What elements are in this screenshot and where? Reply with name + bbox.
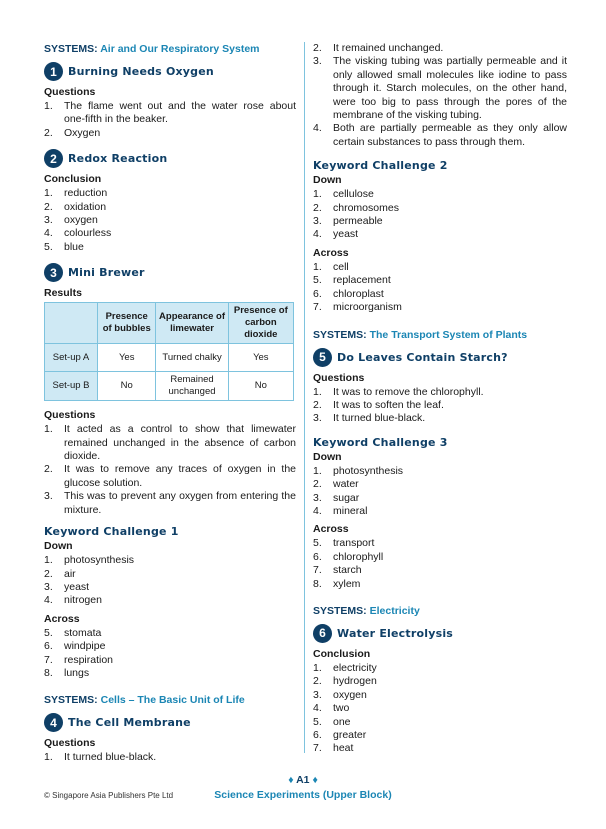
table-row [45,372,294,401]
table-row [45,344,294,372]
subheading: Questions [44,86,96,98]
table-cell: Remained unchanged [156,372,228,401]
list-item: 2. hydrogen [313,675,377,688]
table-row-label: Set-up A [45,344,98,372]
column-divider [304,42,305,753]
answer-list [44,751,296,764]
list-item: 4. colourless [44,227,112,240]
answer-list [313,465,567,519]
list-item: 4. nitrogen [44,594,102,607]
subheading-down: Down [44,540,73,553]
list-item: 1. It turned blue-black. [44,751,157,764]
experiment-number-badge: 1 [44,62,63,81]
answer-list [313,662,567,756]
answer-list [313,42,567,149]
list-item: 1. cell [313,260,349,273]
experiment-number-badge: 2 [44,149,63,168]
subheading: Results [44,287,82,300]
table-corner-cell [45,303,98,344]
right-column [313,42,567,756]
list-item: 6. chloroplast [313,287,384,300]
list-item: 1. It acted as a control to show that limewater remained unchanged in the absence of carbon dioxide. [44,423,296,463]
list-item: 5. replacement [313,274,391,287]
list-item: 5. blue [44,240,84,253]
experiment-4-heading [44,713,296,732]
left-column [44,42,296,765]
list-item: 7. respiration [44,653,114,666]
answer-list [44,187,296,254]
list-item: 8. lungs [44,666,90,679]
subheading: Questions [44,409,96,422]
list-item: 2. air [44,567,76,580]
system-heading-transport: SYSTEMS: The Transport System of Plants [313,328,528,341]
list-item: 3. It turned blue-black. [313,412,426,425]
experiment-title: Mini Brewer [68,266,145,280]
experiment-title: Do Leaves Contain Starch? [337,350,508,364]
answer-list [44,423,296,517]
table-cell: No [98,372,156,401]
table-header-row [45,303,294,344]
copyright-notice: © Singapore Asia Publishers Pte Ltd [44,791,174,800]
list-item: 3. oxygen [313,688,367,701]
list-item: 1. It was to remove the chlorophyll. [313,385,484,398]
keyword-challenge-3-title: Keyword Challenge 3 [313,435,448,449]
list-item: 2. It was to remove any traces of oxygen in the glucose solution. [44,463,296,489]
subheading-across: Across [313,246,349,259]
list-item: 3. yeast [44,580,90,593]
experiment-number-badge: 4 [44,713,63,732]
list-item: 3. The visking tubing was partially permeable and it only allowed small molecules like iodine to pass through it. Starch molecules, on the other hand, were too big to pass through the pores of the membrane of the visking tubing. [313,55,567,122]
list-item: 4. mineral [313,504,368,517]
diamond-icon: ♦ [288,774,294,786]
list-item: 4. Both are partially permeable as they only allow certain substances to pass through them. [313,122,567,148]
subheading-across: Across [313,523,349,536]
experiment-1-heading [44,62,296,81]
list-item: 2. It remained unchanged. [313,42,444,54]
experiment-title: Burning Needs Oxygen [68,65,214,78]
list-item: 3. This was to prevent any oxygen from entering the mixture. [44,490,296,516]
list-item: 3. sugar [313,491,360,504]
results-table [44,302,294,401]
list-item: 7. microorganism [313,301,402,314]
list-item: 2. It was to soften the leaf. [313,398,444,411]
answer-list [313,188,567,242]
diamond-icon: ♦ [312,774,318,786]
experiment-title: Water Electrolysis [337,626,454,640]
experiment-number-badge: 6 [313,624,332,643]
list-item: 2. water [313,478,359,491]
answer-list [44,100,296,140]
subheading: Conclusion [313,647,371,660]
experiment-number-badge: 3 [44,263,63,282]
list-item: 3. oxygen [44,214,98,227]
list-item: 4. two [313,702,350,715]
keyword-challenge-1-title: Keyword Challenge 1 [44,525,179,539]
subheading-across: Across [44,612,80,625]
book-title: Science Experiments (Upper Block) [214,789,392,801]
list-item: 1. The flame went out and the water rose about one-fifth in the beaker. [44,100,296,126]
experiment-5-heading [313,348,567,367]
list-item: 8. xylem [313,577,361,590]
system-heading-electricity: SYSTEMS: Electricity [313,604,420,617]
list-item: 6. chlorophyll [313,550,384,563]
page-number: ♦ A1 ♦ [288,774,318,786]
subheading: Questions [44,737,96,750]
subheading: Conclusion [44,173,102,186]
list-item: 2. chromosomes [313,201,399,214]
system-heading-cells: SYSTEMS: Cells – The Basic Unit of Life [44,694,245,707]
experiment-title: The Cell Membrane [68,716,191,730]
list-item: 6. windpipe [44,640,106,653]
table-cell: No [228,372,293,401]
table-cell: Yes [98,344,156,372]
list-item: 1. photosynthesis [44,554,135,567]
list-item: 1. reduction [44,187,108,200]
subheading-down: Down [313,450,342,463]
experiment-3-heading [44,263,296,282]
table-header-cell: Appearance of limewater [156,303,228,344]
table-header-cell: Presence of carbon dioxide [228,303,293,344]
list-item: 4. yeast [313,228,359,241]
answer-list [313,261,567,315]
answer-list [313,386,567,426]
list-item: 2. oxidation [44,200,107,213]
table-cell: Yes [228,344,293,372]
experiment-number-badge: 5 [313,348,332,367]
answer-list [313,537,567,591]
system-heading-respiratory: SYSTEMS: Air and Our Respiratory System [44,43,260,55]
list-item: 5. transport [313,537,375,550]
experiment-6-heading [313,624,567,643]
list-item: 6. greater [313,729,367,741]
list-item: 2. Oxygen [44,126,101,139]
keyword-challenge-2-title: Keyword Challenge 2 [313,159,448,173]
answer-list [44,554,296,608]
list-item: 3. permeable [313,215,383,228]
experiment-2-heading [44,149,296,168]
table-row-label: Set-up B [45,372,98,401]
list-item: 5. stomata [44,626,102,639]
subheading: Questions [313,371,365,384]
list-item: 5. one [313,715,351,728]
list-item: 1. electricity [313,661,377,674]
subheading-down: Down [313,174,342,187]
answer-list [44,627,296,681]
list-item: 1. cellulose [313,188,374,201]
table-header-cell: Presence of bubbles [98,303,156,344]
list-item: 7. heat [313,742,354,755]
list-item: 1. photosynthesis [313,464,404,477]
table-cell: Turned chalky [156,344,228,372]
list-item: 7. starch [313,564,362,577]
experiment-title: Redox Reaction [68,152,168,166]
